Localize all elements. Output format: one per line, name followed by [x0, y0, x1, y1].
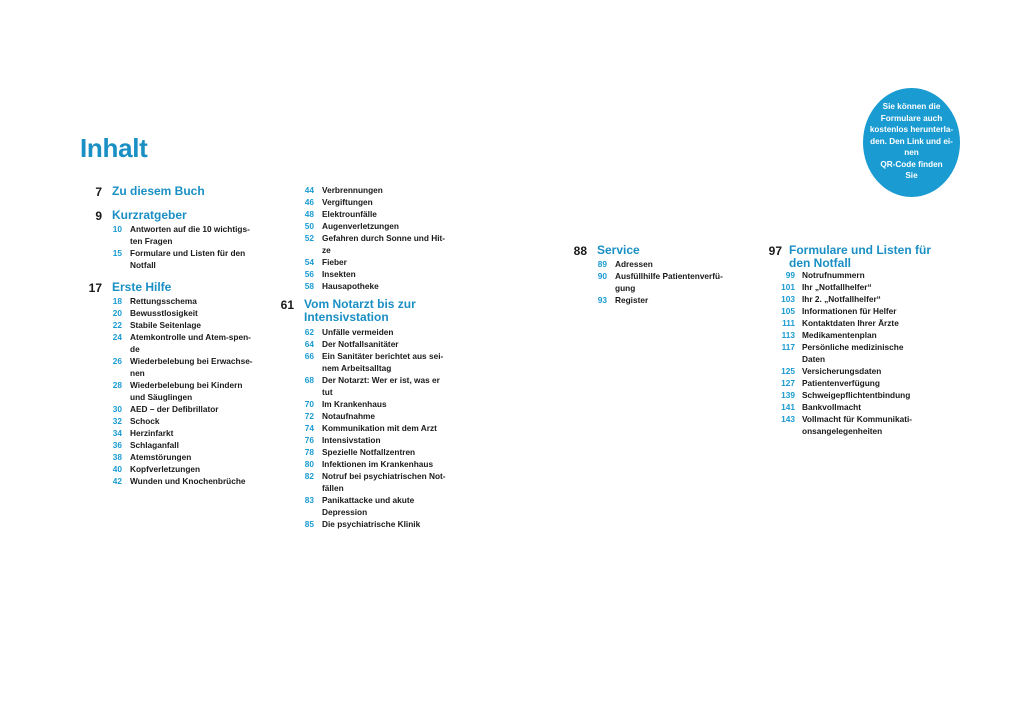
entry-page-number: 15 — [112, 248, 122, 258]
entry-page-number: 113 — [781, 330, 795, 340]
entry-title: Ihr 2. „Notfallhelfer“ — [802, 294, 881, 304]
toc-entry[interactable] — [760, 377, 940, 389]
toc-entry[interactable] — [80, 439, 270, 451]
entry-page-number: 26 — [112, 356, 122, 366]
entry-title: Vollmacht für Kommunikati- onsangelegenheiten — [802, 414, 913, 436]
entry-page-number: 127 — [781, 378, 795, 388]
section-page-number: 61 — [280, 298, 294, 312]
entry-page-number: 66 — [304, 351, 314, 361]
entry-title: Stabile Seitenlage — [130, 320, 202, 330]
toc-entry[interactable] — [760, 317, 940, 329]
entry-page-number: 58 — [304, 281, 314, 291]
toc-entry[interactable] — [272, 470, 472, 494]
entry-page-number: 44 — [304, 185, 314, 195]
toc-entry[interactable] — [272, 338, 472, 350]
entry-title: Persönliche medizinische Daten — [802, 342, 904, 364]
toc-entry[interactable] — [272, 410, 472, 422]
entry-title: Intensivstation — [322, 435, 381, 445]
toc-entry[interactable] — [272, 434, 472, 446]
toc-entry[interactable] — [272, 196, 472, 208]
entry-title: Bewusstlosigkeit — [130, 308, 198, 318]
toc-entry[interactable] — [80, 319, 270, 331]
entry-page-number: 111 — [782, 318, 795, 328]
entry-title: Schlaganfall — [130, 440, 179, 450]
entry-title: Schweigepflichtentbindung — [802, 390, 911, 400]
entry-title: Infektionen im Krankenhaus — [322, 459, 434, 469]
entry-title: Elektrounfälle — [322, 209, 377, 219]
section-page-number: 88 — [573, 244, 587, 258]
toc-entry[interactable] — [565, 270, 745, 294]
toc-entry[interactable] — [272, 350, 472, 374]
entry-page-number: 34 — [112, 428, 122, 438]
toc-entry[interactable] — [760, 281, 940, 293]
entry-page-number: 32 — [112, 416, 122, 426]
entry-page-number: 72 — [304, 411, 314, 421]
toc-entry[interactable] — [272, 256, 472, 268]
entry-title: Unfälle vermeiden — [322, 327, 394, 337]
entry-title: Gefahren durch Sonne und Hit- ze — [322, 233, 446, 255]
toc-entry[interactable] — [272, 446, 472, 458]
toc-entry[interactable] — [272, 184, 472, 196]
toc-entry[interactable] — [565, 258, 745, 270]
toc-column-2 — [272, 184, 472, 530]
entry-page-number: 62 — [304, 327, 314, 337]
entry-page-number: 38 — [112, 452, 122, 462]
entry-title: Wiederbelebung bei Erwachse- nen — [130, 356, 253, 378]
toc-entry[interactable] — [272, 208, 472, 220]
entry-page-number: 82 — [304, 471, 314, 481]
toc-entry[interactable] — [80, 463, 270, 475]
entry-title: Spezielle Notfallzentren — [322, 447, 416, 457]
toc-entry[interactable] — [565, 294, 745, 306]
entry-page-number: 74 — [304, 423, 314, 433]
entry-title: Atemstörungen — [130, 452, 192, 462]
toc-section-kurzratgeber — [80, 209, 270, 271]
toc-column-4 — [760, 244, 940, 437]
entry-title: Medikamentenplan — [802, 330, 877, 340]
entry-page-number: 42 — [112, 476, 122, 486]
section-title[interactable]: Service — [597, 243, 640, 257]
entry-title: Fieber — [322, 257, 347, 267]
page-title: Inhalt — [80, 133, 148, 164]
entry-page-number: 50 — [304, 221, 314, 231]
entry-page-number: 56 — [304, 269, 314, 279]
entry-page-number: 139 — [781, 390, 795, 400]
toc-entry[interactable] — [80, 355, 270, 379]
toc-column-1 — [80, 185, 270, 487]
toc-entry[interactable] — [80, 307, 270, 319]
toc-entry[interactable] — [760, 305, 940, 317]
toc-entry[interactable] — [760, 341, 940, 365]
entry-page-number: 141 — [781, 402, 795, 412]
entry-page-number: 93 — [597, 295, 607, 305]
entry-page-number: 52 — [304, 233, 314, 243]
toc-entry[interactable] — [80, 427, 270, 439]
toc-entry[interactable] — [272, 374, 472, 398]
toc-section-zu-diesem-buch — [80, 185, 270, 200]
toc-entry[interactable] — [760, 269, 940, 281]
entry-title: Notaufnahme — [322, 411, 376, 421]
toc-entry[interactable] — [272, 398, 472, 410]
entry-title: Kontaktdaten Ihrer Ärzte — [802, 318, 899, 328]
entry-title: Wiederbelebung bei Kindern und Säuglingen — [130, 380, 243, 402]
toc-entry[interactable] — [272, 232, 472, 256]
entry-page-number: 83 — [304, 495, 314, 505]
toc-entry[interactable] — [272, 268, 472, 280]
section-title[interactable]: Formulare und Listen für den Notfall — [789, 243, 932, 270]
section-title[interactable]: Erste Hilfe — [112, 280, 172, 294]
badge-text: Sie können die Formulare auch kostenlos herunterla- den. Den Link und ei- nen QR-Code finden Sie — [869, 101, 954, 181]
entry-title: Insekten — [322, 269, 356, 279]
toc-entry[interactable] — [80, 295, 270, 307]
entry-page-number: 30 — [112, 404, 122, 414]
entry-title: Der Notarzt: Wer er ist, was er tut — [322, 375, 440, 397]
section-title[interactable]: Vom Notarzt bis zur Intensivstation — [304, 297, 416, 324]
entry-title: Schock — [130, 416, 160, 426]
entry-page-number: 18 — [112, 296, 122, 306]
entry-title: Ihr „Notfallhelfer“ — [802, 282, 872, 292]
toc-entry[interactable] — [272, 518, 472, 530]
toc-section-formulare — [760, 244, 940, 437]
entry-title: Kopfverletzungen — [130, 464, 201, 474]
toc-section-notarzt — [272, 298, 472, 530]
entry-page-number: 76 — [304, 435, 314, 445]
section-page-number: 17 — [88, 281, 102, 295]
toc-entry[interactable] — [80, 247, 270, 271]
toc-entry[interactable] — [272, 458, 472, 470]
entry-page-number: 85 — [304, 519, 314, 529]
toc-entry[interactable] — [80, 331, 270, 355]
entry-page-number: 103 — [781, 294, 795, 304]
toc-entry[interactable] — [760, 401, 940, 413]
entry-title: Formulare und Listen für den Notfall — [130, 248, 246, 270]
entry-page-number: 89 — [597, 259, 607, 269]
toc-entry[interactable] — [272, 422, 472, 434]
toc-entry[interactable] — [80, 451, 270, 463]
entry-title: Ein Sanitäter berichtet aus sei- nem Arbeitsalltag — [322, 351, 444, 373]
entry-title: Antworten auf die 10 wichtigs- ten Fragen — [130, 224, 250, 246]
entry-page-number: 125 — [781, 366, 795, 376]
section-title[interactable]: Kurzratgeber — [112, 208, 187, 222]
entry-title: Im Krankenhaus — [322, 399, 387, 409]
entry-page-number: 64 — [304, 339, 314, 349]
entry-page-number: 46 — [304, 197, 314, 207]
entry-title: Versicherungsdaten — [802, 366, 882, 376]
entry-page-number: 105 — [781, 306, 795, 316]
section-page-number: 9 — [95, 209, 102, 223]
entry-page-number: 78 — [304, 447, 314, 457]
entry-title: Verbrennungen — [322, 185, 383, 195]
toc-entry[interactable] — [272, 326, 472, 338]
entry-page-number: 90 — [597, 271, 607, 281]
entry-title: Der Notfallsanitäter — [322, 339, 399, 349]
section-page-number: 97 — [768, 244, 782, 258]
entry-page-number: 20 — [112, 308, 122, 318]
entry-title: Die psychiatrische Klinik — [322, 519, 421, 529]
toc-entry[interactable] — [80, 415, 270, 427]
entry-title: Register — [615, 295, 649, 305]
entry-page-number: 22 — [112, 320, 122, 330]
toc-column-3 — [565, 244, 745, 306]
entry-title: Augenverletzungen — [322, 221, 399, 231]
toc-entry[interactable] — [760, 365, 940, 377]
entry-title: Herzinfarkt — [130, 428, 174, 438]
entry-page-number: 80 — [304, 459, 314, 469]
toc-entry[interactable] — [80, 379, 270, 403]
download-info-badge — [863, 88, 960, 197]
entry-title: Kommunikation mit dem Arzt — [322, 423, 437, 433]
entry-title: Informationen für Helfer — [802, 306, 897, 316]
entry-page-number: 28 — [112, 380, 122, 390]
entry-title: Adressen — [615, 259, 653, 269]
toc-entry[interactable] — [80, 223, 270, 247]
entry-page-number: 24 — [112, 332, 122, 342]
entry-page-number: 40 — [112, 464, 122, 474]
toc-entry[interactable] — [760, 413, 940, 437]
toc-entry[interactable] — [80, 403, 270, 415]
section-page-number: 7 — [95, 185, 102, 199]
entry-title: Notruf bei psychiatrischen Not- fällen — [322, 471, 446, 493]
entry-page-number: 117 — [781, 342, 795, 352]
entry-title: Ausfüllhilfe Patientenverfü- gung — [615, 271, 723, 293]
entry-title: Notrufnummern — [802, 270, 865, 280]
entry-title: Patientenverfügung — [802, 378, 880, 388]
toc-entry[interactable] — [272, 220, 472, 232]
entry-page-number: 10 — [112, 224, 122, 234]
toc-section-service — [565, 244, 745, 306]
toc-entry[interactable] — [272, 280, 472, 292]
entry-title: Panikattacke und akute Depression — [322, 495, 415, 517]
toc-entry[interactable] — [760, 293, 940, 305]
section-title[interactable]: Zu diesem Buch — [112, 184, 205, 198]
entry-page-number: 68 — [304, 375, 314, 385]
toc-entry[interactable] — [272, 494, 472, 518]
entry-page-number: 36 — [112, 440, 122, 450]
entry-title: Hausapotheke — [322, 281, 379, 291]
entry-page-number: 101 — [781, 282, 795, 292]
entry-title: Rettungsschema — [130, 296, 197, 306]
entry-page-number: 99 — [785, 270, 795, 280]
entry-page-number: 143 — [781, 414, 795, 424]
toc-entry[interactable] — [80, 475, 270, 487]
toc-entry[interactable] — [760, 329, 940, 341]
entry-page-number: 70 — [304, 399, 314, 409]
entry-title: Atemkontrolle und Atem-spen- de — [130, 332, 251, 354]
entry-title: Vergiftungen — [322, 197, 373, 207]
entry-page-number: 54 — [304, 257, 314, 267]
entry-page-number: 48 — [304, 209, 314, 219]
entry-title: Bankvollmacht — [802, 402, 862, 412]
toc-section-erste-hilfe — [80, 281, 270, 487]
entry-title: Wunden und Knochenbrüche — [130, 476, 246, 486]
entry-title: AED – der Defibrillator — [130, 404, 219, 414]
toc-entry[interactable] — [760, 389, 940, 401]
